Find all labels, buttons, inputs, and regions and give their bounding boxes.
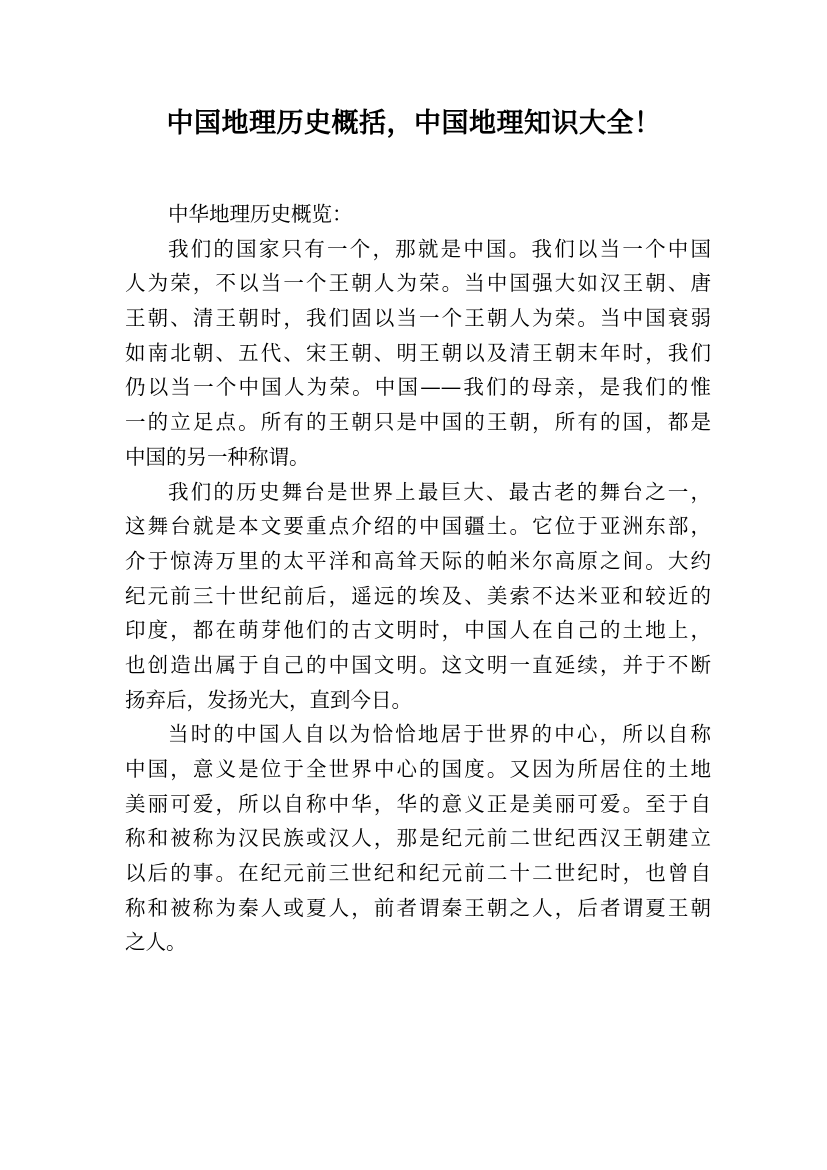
body-text-line: 这舞台就是本文要重点介绍的中国疆土。它位于亚洲东部， [125, 514, 711, 539]
body-text-line: 我们的国家只有一个，那就是中国。我们以当一个中国 [168, 236, 711, 261]
body-text-line: 印度，都在萌芽他们的古文明时，中国人在自己的土地上， [125, 618, 711, 643]
body-text-line: 如南北朝、五代、宋王朝、明王朝以及清王朝末年时，我们 [125, 340, 711, 365]
body-text-line: 之人。 [125, 930, 187, 955]
body-text-line: 称和被称为汉民族或汉人，那是纪元前二世纪西汉王朝建立 [125, 826, 711, 851]
body-text-line: 中国的另一种称谓。 [125, 444, 310, 469]
body-text-line: 介于惊涛万里的太平洋和高耸天际的帕米尔高原之间。大约 [125, 548, 711, 573]
body-text-line: 王朝、清王朝时，我们固以当一个王朝人为荣。当中国衰弱 [125, 306, 711, 331]
body-text-line: 也创造出属于自己的中国文明。这文明一直延续，并于不断 [125, 652, 711, 677]
body-text-line: 人为荣，不以当一个王朝人为荣。当中国强大如汉王朝、唐 [125, 271, 711, 296]
body-text-line: 一的立足点。所有的王朝只是中国的王朝，所有的国，都是 [125, 410, 711, 435]
body-text-line: 中国，意义是位于全世界中心的国度。又因为所居住的土地 [125, 757, 711, 781]
body-text-line: 当时的中国人自以为恰恰地居于世界的中心，所以自称 [168, 722, 711, 747]
body-text-line: 仍以当一个中国人为荣。中国——我们的母亲，是我们的惟 [125, 375, 711, 400]
body-text-line: 以后的事。在纪元前三世纪和纪元前二十二世纪时，也曾自 [125, 861, 711, 886]
body-text-line: 中华地理历史概览： [168, 202, 353, 226]
body-text-line: 我们的历史舞台是世界上最巨大、最古老的舞台之一， [168, 479, 711, 504]
body-text-line: 美丽可爱，所以自称中华，华的意义正是美丽可爱。至于自 [125, 791, 711, 816]
body-text-line: 扬弃后，发扬光大，直到今日。 [125, 687, 412, 712]
document-body [125, 197, 711, 960]
body-text-line: 称和被称为秦人或夏人，前者谓秦王朝之人，后者谓夏王朝 [125, 895, 711, 920]
document-title: 中国地理历史概括，中国地理知识大全！ [166, 108, 662, 139]
body-text-line: 纪元前三十世纪前后，遥远的埃及、美索不达米亚和较近的 [125, 583, 711, 608]
